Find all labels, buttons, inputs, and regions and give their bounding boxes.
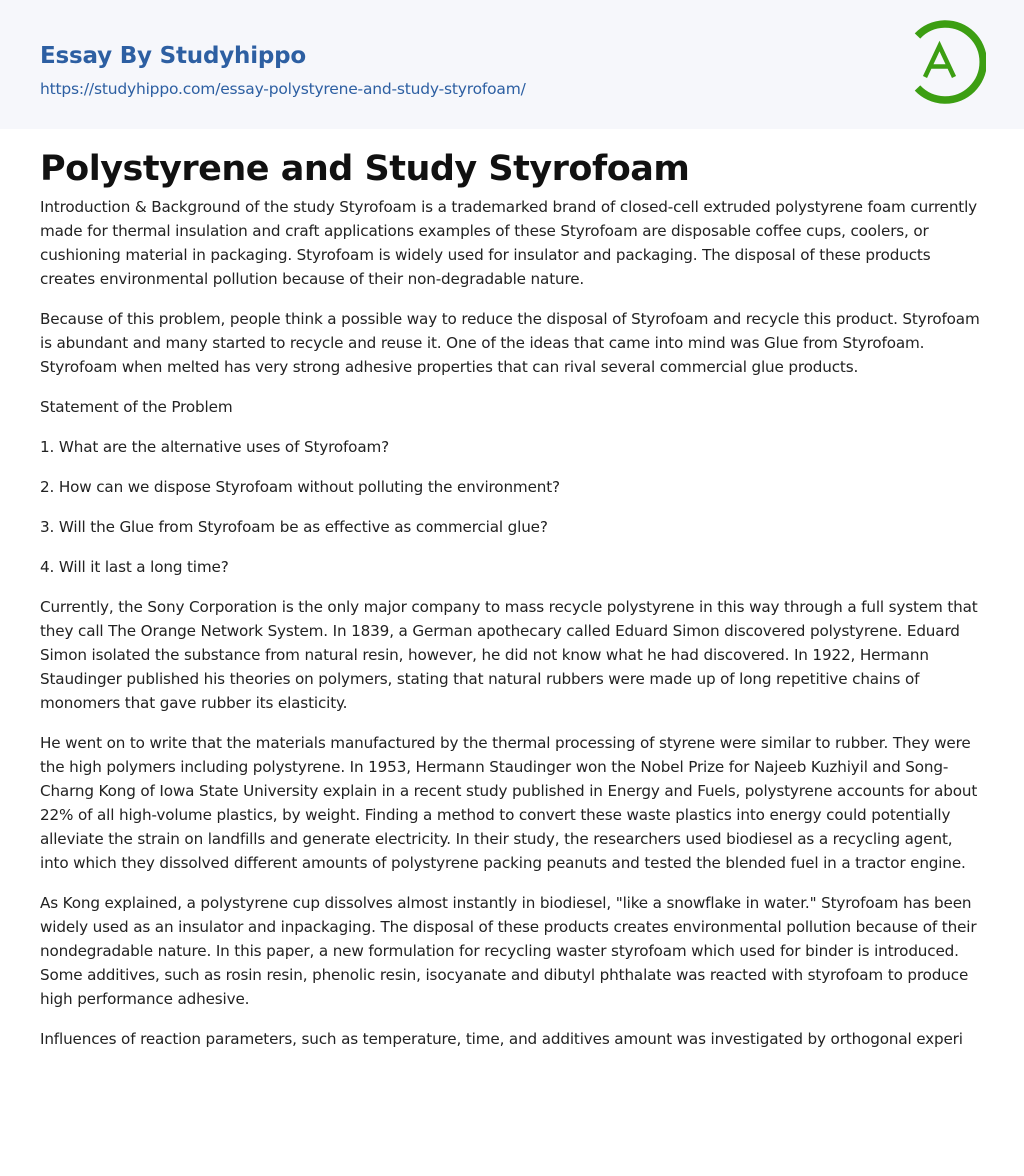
article bbox=[0, 129, 1024, 1097]
letter-a-circle-logo-icon bbox=[912, 19, 986, 105]
essay-url-link[interactable]: https://studyhippo.com/essay-polystyrene-and-study-styrofoam/ bbox=[40, 80, 526, 98]
paragraph-biodiesel: As Kong explained, a polystyrene cup dissolves almost instantly in biodiesel, "like a snowflake in water." Styrofoam has been widely used as an insulator and inpackaging. The disposal of these products creates environmental pollution because of their nondegradable nature. In this paper, a new formulation for recycling waster styrofoam which used for binder is introduced. Some additives, such as rosin resin, phenolic resin, isocyanate and dibutyl phthalate was reacted with styrofoam to produce high performance adhesive. bbox=[40, 894, 977, 1008]
paragraph-research: He went on to write that the materials manufactured by the thermal processing of styrene were similar to rubber. They were the high polymers including polystyrene. In 1953, Hermann Staudinger won the Nobel Prize for Najeeb Kuzhiyil and Song-Charng Kong of Iowa State University explain in a recent study published in Energy and Fuels, polystyrene accounts for about 22% of all high-volume plastics, by weight. Finding a method to convert these waste plastics into energy could potentially alleviate the strain on landfills and generate electricity. In their study, the researchers used biodiesel as a recycling agent, into which they dissolved different amounts of polystyrene packing peanuts and tested the blended fuel in a tractor engine. bbox=[40, 734, 978, 872]
problem-question-4: 4. Will it last a long time? bbox=[40, 558, 229, 576]
problem-question-1: 1. What are the alternative uses of Styrofoam? bbox=[40, 438, 390, 456]
page-title: Polystyrene and Study Styrofoam bbox=[40, 149, 690, 189]
paragraph-problem: Because of this problem, people think a possible way to reduce the disposal of Styrofoam and recycle this product. Styrofoam is abundant and many started to recycle and reuse it. One of the ideas that came into mind was Glue from Styrofoam. Styrofoam when melted has very strong adhesive properties that can rival several commercial glue products. bbox=[40, 310, 980, 376]
paragraph-truncated: Influences of reaction parameters, such as temperature, time, and additives amount was investigated by orthogonal experi bbox=[40, 1030, 963, 1048]
paragraph-intro: Introduction & Background of the study Styrofoam is a trademarked brand of closed-cell extruded polystyrene foam currently made for thermal insulation and craft applications examples of these Styrofoam are disposable coffee cups, coolers, or cushioning material in packaging. Styrofoam is widely used for insulator and packaging. The disposal of these products creates environmental pollution because of their non-degradable nature. bbox=[40, 198, 978, 288]
logo[interactable] bbox=[912, 19, 986, 105]
brand-title: Essay By Studyhippo bbox=[40, 43, 307, 69]
problem-question-2: 2. How can we dispose Styrofoam without polluting the environment? bbox=[40, 478, 560, 496]
problem-question-3: 3. Will the Glue from Styrofoam be as effective as commercial glue? bbox=[40, 518, 548, 536]
paragraph-history: Currently, the Sony Corporation is the only major company to mass recycle polystyrene in this way through a full system that they call The Orange Network System. In 1839, a German apothecary called Eduard Simon discovered polystyrene. Eduard Simon isolated the substance from natural resin, however, he did not know what he had discovered. In 1922, Hermann Staudinger published his theories on polymers, stating that natural rubbers were made up of long repetitive chains of monomers that gave rubber its elasticity. bbox=[40, 598, 978, 712]
section-heading-statement-of-problem: Statement of the Problem bbox=[40, 398, 233, 416]
site-header bbox=[0, 0, 1024, 129]
